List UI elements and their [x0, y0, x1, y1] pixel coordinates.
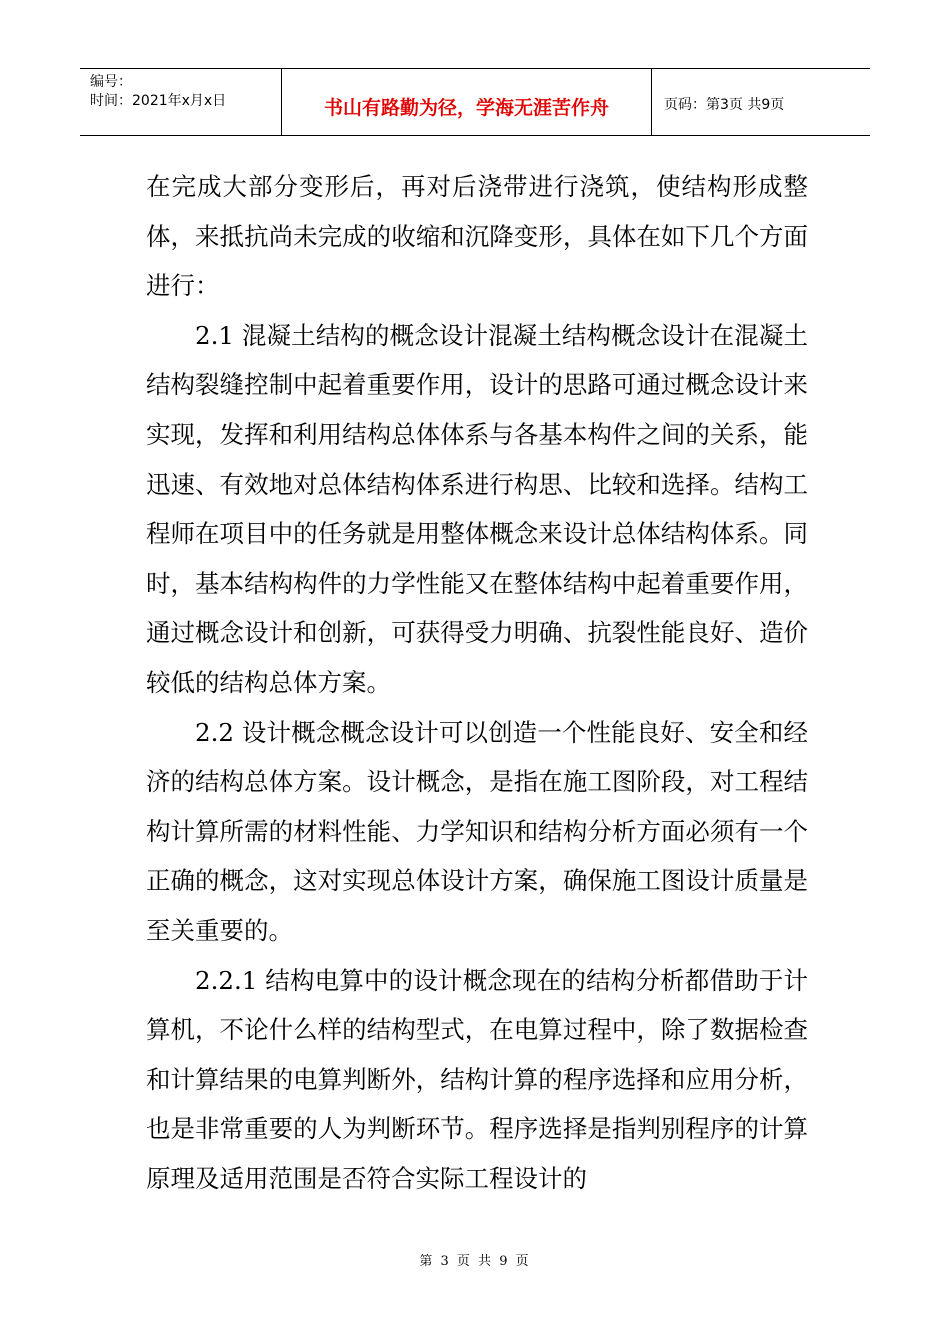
- serial-number-label: 编号：: [90, 74, 132, 90]
- paragraph-continuation: 在完成大部分变形后，再对后浇带进行浇筑，使结构形成整体，来抵抗尚未完成的收缩和沉降变形，具体在如下几个方面进行：: [146, 172, 808, 301]
- document-body: [146, 162, 808, 1203]
- paragraph-section-2-2: 2.2 设计概念概念设计可以创造一个性能良好、安全和经济的结构总体方案。设计概念，是指在施工图阶段，对工程结构计算所需的材料性能、力学知识和结构分析方面必须有一个正确的概念，这对实现总体设计方案，确保施工图设计质量是至关重要的。: [146, 717, 808, 945]
- date-label: 时间：2021年x月x日: [90, 93, 227, 109]
- paragraph-section-2-1: 2.1 混凝土结构的概念设计混凝土结构概念设计在混凝土结构裂缝控制中起着重要作用，设计的思路可通过概念设计来实现，发挥和利用结构总体体系与各基本构件之间的关系，能迅速、有效地对总体结构体系进行构思、比较和选择。结构工程师在项目中的任务就是用整体概念来设计总体结构体系。同时，基本结构构件的力学性能又在整体结构中起着重要作用，通过概念设计和创新，可获得受力明确、抗裂性能良好、造价较低的结构总体方案。: [146, 320, 808, 697]
- header-page-info: 页码：第3页 共9页: [664, 97, 785, 113]
- header-meta: [80, 69, 282, 135]
- page-footer: 第 3 页 共 9 页: [419, 1254, 531, 1269]
- page-header: [80, 68, 870, 136]
- header-motto: 书山有路勤为径，学海无涯苦作舟: [282, 69, 652, 135]
- paragraph-section-2-2-1: 2.2.1 结构电算中的设计概念现在的结构分析都借助于计算机，不论什么样的结构型式，在电算过程中，除了数据检查和计算结果的电算判断外，结构计算的程序选择和应用分析，也是非常重要的人为判断环节。程序选择是指判别程序的计算原理及适用范围是否符合实际工程设计的: [146, 965, 808, 1193]
